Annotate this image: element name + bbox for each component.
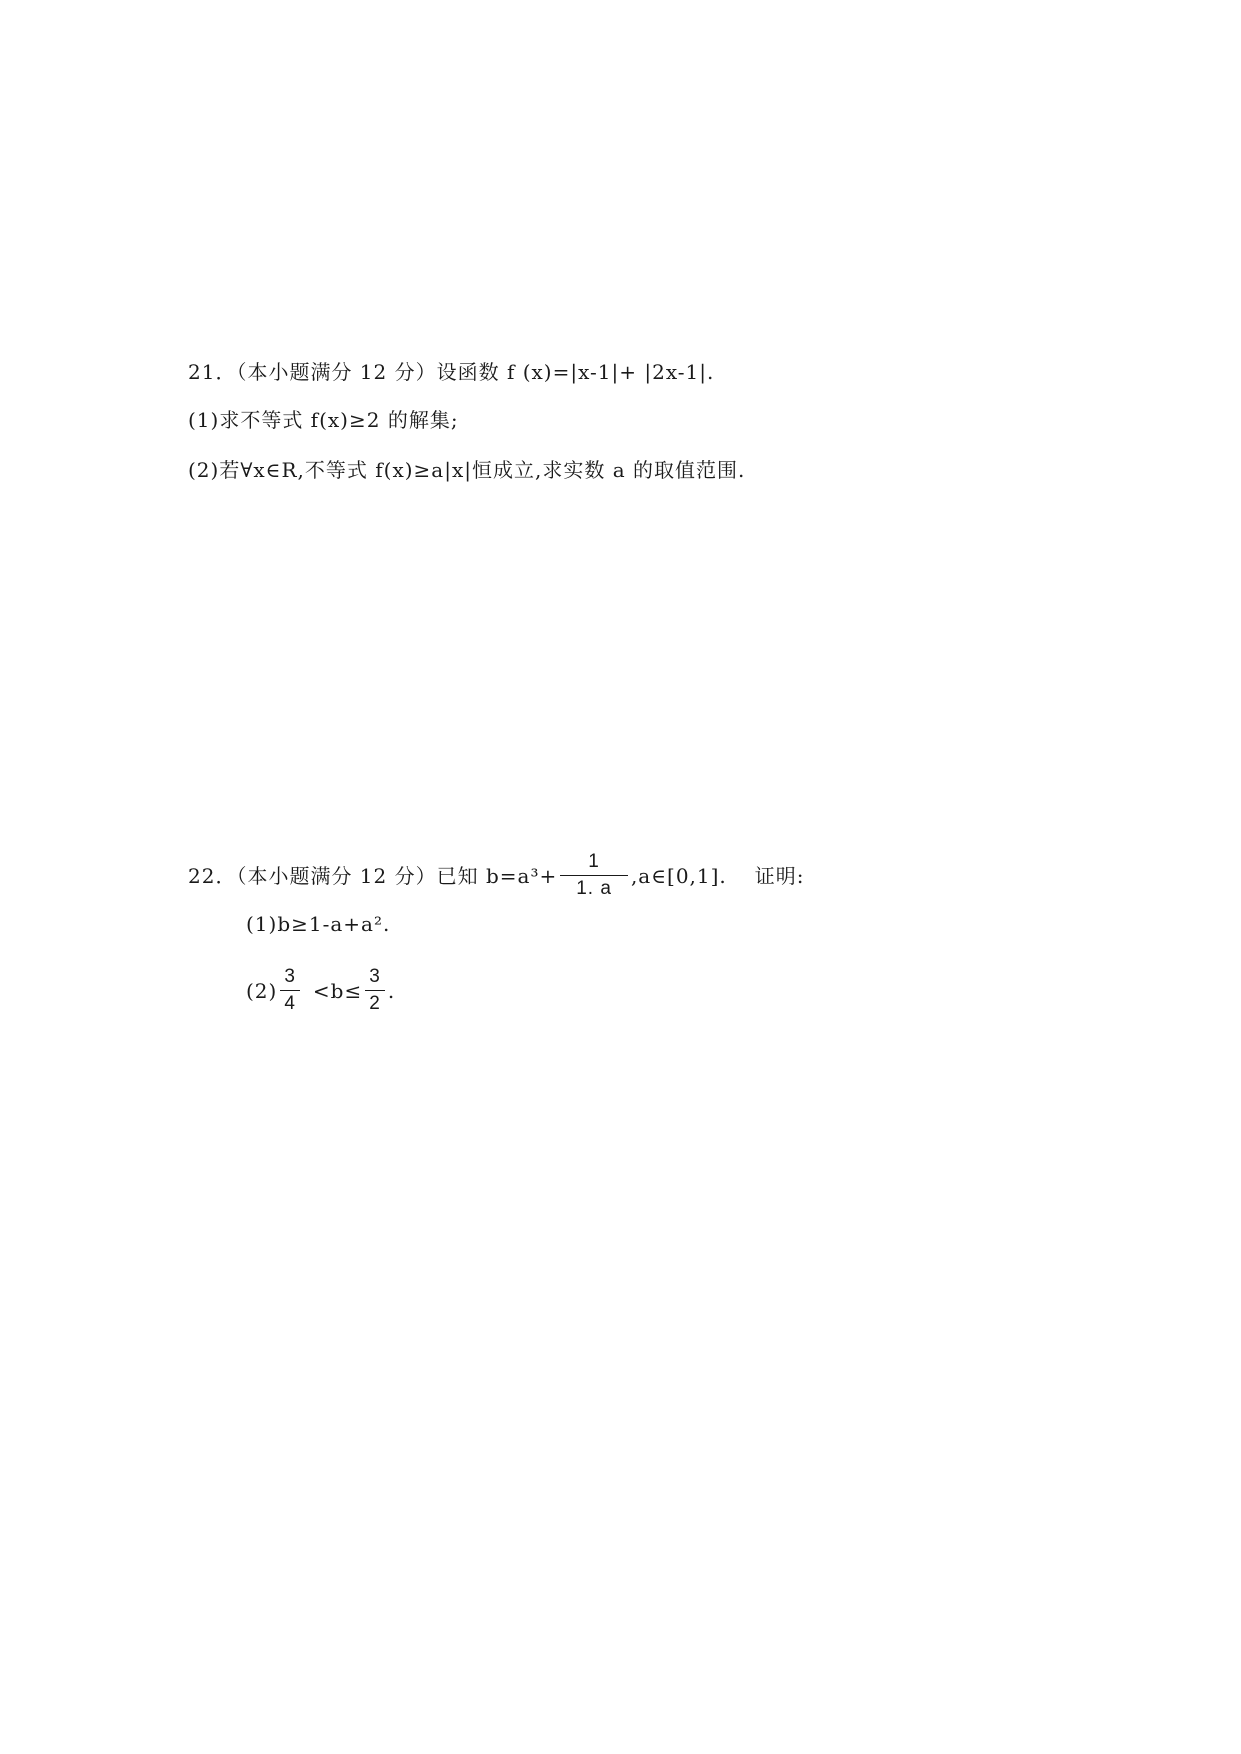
fraction-three-quarters bbox=[277, 966, 303, 1015]
prove-label: 证明: bbox=[754, 864, 805, 888]
fraction-numerator: 1 bbox=[560, 851, 628, 876]
fraction-denominator: 2 bbox=[369, 993, 381, 1014]
fraction-three-halves bbox=[362, 966, 388, 1015]
fraction-numerator: 3 bbox=[280, 966, 300, 991]
question-22-heading bbox=[188, 853, 805, 902]
question-22-part-1: (1)b≥1-a+a². bbox=[246, 912, 391, 936]
fraction-denominator: 1. a bbox=[576, 878, 612, 899]
question-22-part-2-inequality: <b≤ bbox=[312, 979, 363, 1003]
question-21-heading: 21．（本小题满分 12 分）设函数 f (x)=|x-1|+ |2x-1|. bbox=[188, 360, 715, 384]
question-22-part-2-prefix: (2) bbox=[246, 979, 278, 1003]
fraction-numerator: 3 bbox=[365, 966, 385, 991]
fraction-one-over-one-minus-a bbox=[557, 851, 631, 900]
question-22-heading-suffix: ,a∈[0,1]. bbox=[630, 864, 727, 888]
question-22-part-2-end: . bbox=[387, 979, 396, 1003]
question-22-part-2 bbox=[246, 968, 395, 1017]
question-22-heading-prefix: 22．（本小题满分 12 分）已知 b=a³+ bbox=[188, 864, 558, 888]
question-21-part-1: (1)求不等式 f(x)≥2 的解集; bbox=[188, 408, 459, 432]
question-21-part-2: (2)若∀x∈R,不等式 f(x)≥a|x|恒成立,求实数 a 的取值范围. bbox=[188, 458, 746, 482]
fraction-denominator: 4 bbox=[284, 993, 296, 1014]
